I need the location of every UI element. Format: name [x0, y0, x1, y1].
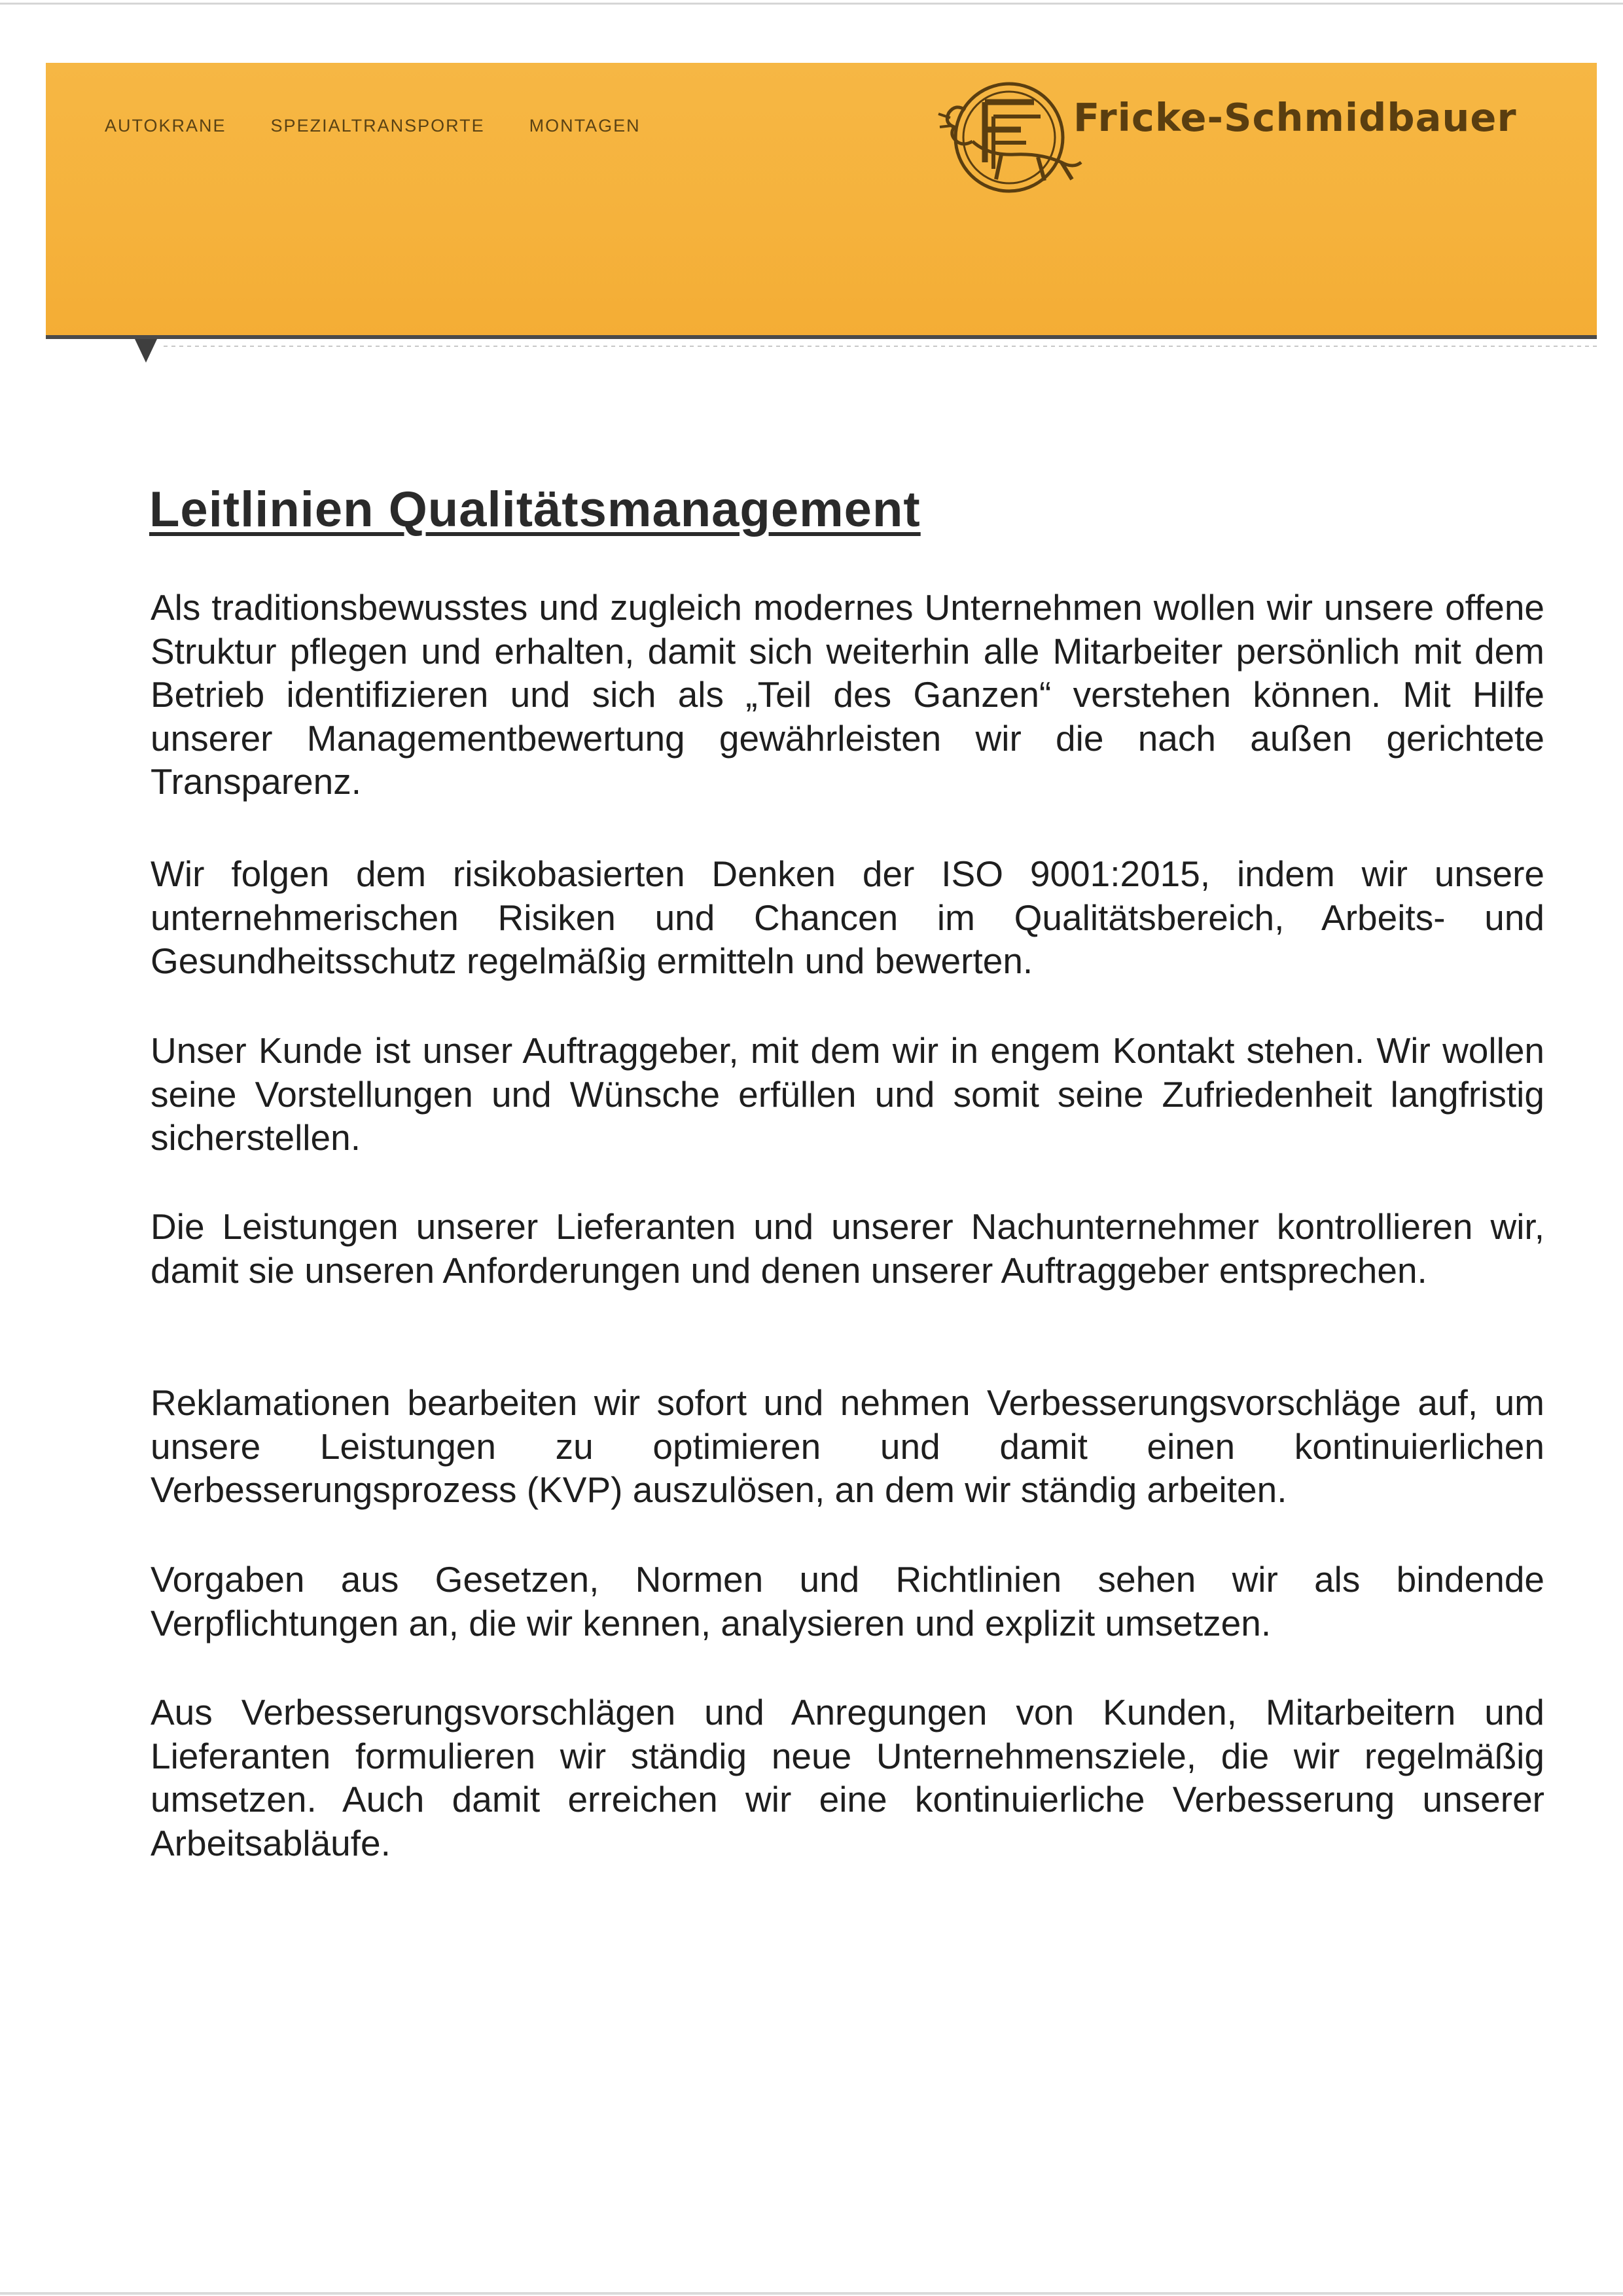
paragraph-1: Als traditionsbewusstes und zugleich modernes Unternehmen wollen wir unsere offene Struktur pflegen und erhalten, damit sich weiterhin alle Mitarbeiter persönlich mit dem Betrieb identifizieren und sich als „Teil des Ganzen“ verstehen können. Mit Hilfe unserer Managementbewertung gewährleisten wir die nach außen gerichtete Transparenz.	[151, 587, 1544, 802]
paragraph-3: Unser Kunde ist unser Auftraggeber, mit dem wir in engem Kontakt stehen. Wir wollen seine Vorstellungen und Wünsche erfüllen und somit seine Zufriedenheit langfristig sicherstellen.	[151, 1030, 1544, 1158]
header-divider-dotted	[164, 346, 1597, 347]
brand-name: Fricke-Schmidbauer	[1073, 95, 1517, 140]
paragraph-2: Wir folgen dem risikobasierten Denken der ISO 9001:2015, indem wir unsere unternehmerischen Risiken und Chancen im Qualitätsbereich, Arbeits- und Gesundheitsschutz regelmäßig ermitteln und bewerten.	[151, 853, 1544, 981]
triangle-down-icon	[135, 339, 157, 363]
paragraph-4: Die Leistungen unserer Lieferanten und unserer Nachunternehmer kontrollieren wir, damit sie unseren Anforderungen und denen unserer Auftraggeber entsprechen.	[151, 1206, 1544, 1291]
paragraph-5: Reklamationen bearbeiten wir sofort und nehmen Verbesserungsvorschläge auf, um unsere Leistungen zu optimieren und damit einen kontinuierlichen Verbesserungsprozess (KVP) auszulösen, an dem wir ständig arbeiten.	[151, 1382, 1544, 1510]
service-item-spezialtransporte: SPEZIALTRANSPORTE	[270, 116, 485, 135]
paragraph-7: Aus Verbesserungsvorschlägen und Anregungen von Kunden, Mitarbeitern und Lieferanten formulieren wir ständig neue Unternehmensziele, die wir regelmäßig umsetzen. Auch damit erreichen wir eine kontinuierliche Verbesserung unserer Arbeitsabläufe.	[151, 1692, 1544, 1863]
service-item-montagen: MONTAGEN	[529, 116, 641, 135]
service-list	[105, 116, 641, 136]
page-title: Leitlinien Qualitätsmanagement	[149, 482, 921, 537]
scan-top-edge	[0, 3, 1623, 5]
paragraph-6: Vorgaben aus Gesetzen, Normen und Richtlinien sehen wir als bindende Verpflichtungen an, die wir kennen, analysieren und explizit umsetzen.	[151, 1559, 1544, 1643]
scan-bottom-edge	[0, 2292, 1623, 2295]
header-divider	[46, 335, 1597, 339]
service-item-autokrane: AUTOKRANE	[105, 116, 226, 135]
